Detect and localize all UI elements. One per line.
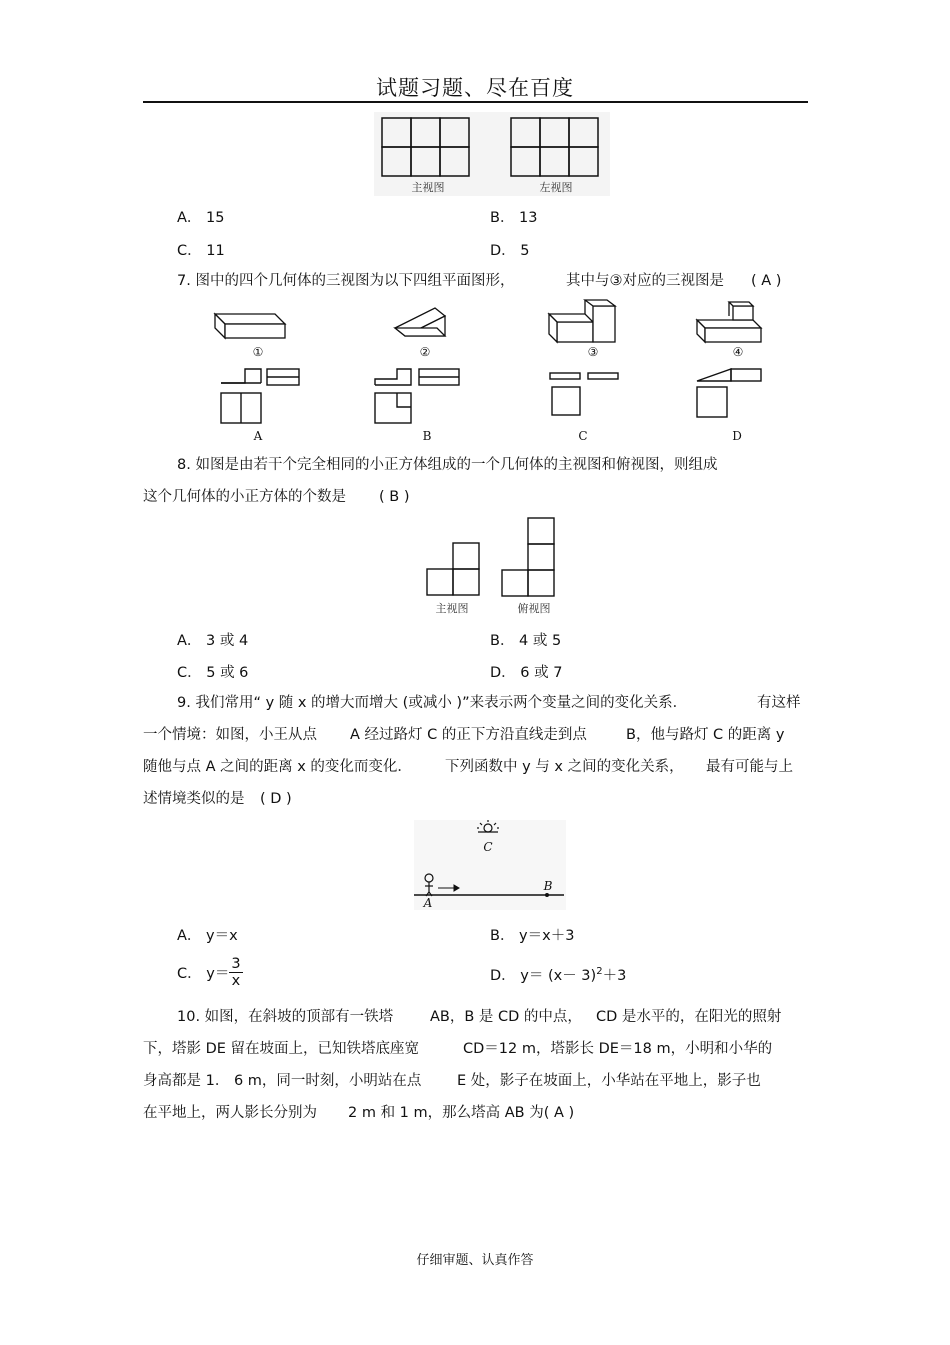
q7-question-text-end: 其中与③对应的三视图是 xyxy=(566,273,724,289)
q7-view-label-b: B xyxy=(422,429,432,443)
q8-answer: ( B ) xyxy=(379,489,410,505)
q8-front-caption: 主视图 xyxy=(435,602,469,615)
header-divider xyxy=(143,101,808,103)
q8-option-c: C． 5 或 6 xyxy=(177,665,249,681)
q9-answer: ( D ) xyxy=(260,791,292,807)
q9-option-c-numerator: 3 xyxy=(231,956,241,972)
q7-solid-4 xyxy=(697,302,761,342)
q9-option-b: B． y＝x＋3 xyxy=(490,928,575,944)
page-title: 试题习题、尽在百度 xyxy=(376,76,574,100)
q8-option-d: D． 6 或 7 xyxy=(490,665,563,681)
q10-line-1b: AB，B 是 CD 的中点， xyxy=(430,1009,582,1025)
q9-label-c: C xyxy=(483,840,493,854)
q10-line-4a: 在平地上，两人影长分别为 xyxy=(143,1105,317,1121)
q9-line-2b: A 经过路灯 C 的正下方沿直线走到点 xyxy=(350,727,587,743)
q6-left-caption: 左视图 xyxy=(539,181,573,194)
q7-view-d xyxy=(697,369,761,417)
q8-question-line-1: 8. 如图是由若干个完全相同的小正方体组成的一个几何体的主视图和俯视图，则组成 xyxy=(177,457,718,473)
q10-line-2a: 下，塔影 DE 留在坡面上，已知铁塔底座宽 xyxy=(143,1041,420,1057)
q10-line-3b: E 处，影子在坡面上，小华站在平地上，影子也 xyxy=(457,1073,761,1089)
q9-line-4: 述情境类似的是 xyxy=(143,791,245,807)
q10-line-1c: CD 是水平的，在阳光的照射 xyxy=(596,1009,782,1025)
q9-label-b: B xyxy=(543,879,553,893)
q8-top-view xyxy=(502,518,554,596)
q9-option-c-denominator: x xyxy=(231,973,241,989)
q7-view-b xyxy=(375,369,459,423)
q9-label-a: A xyxy=(423,896,433,910)
q9-option-a: A． y＝x xyxy=(177,928,238,944)
q9-option-d-prefix: D． y＝ (x－ 3) xyxy=(490,968,597,984)
q10-line-2b: CD＝12 m，塔影长 DE＝18 m，小明和小华的 xyxy=(463,1041,773,1057)
q9-line-3b: 下列函数中 y 与 x 之间的变化关系， xyxy=(445,759,684,775)
q7-view-label-d: D xyxy=(732,429,742,443)
q7-solid-label-1: ① xyxy=(252,345,264,359)
q8-views-figure xyxy=(420,514,560,600)
q9-option-d-exponent: 2 xyxy=(596,966,603,978)
q9-line-3a: 随他与点 A 之间的距离 x 的变化而变化． xyxy=(143,759,412,775)
q7-solid-2 xyxy=(395,308,445,336)
page-footer: 仔细审题、认真作答 xyxy=(416,1253,534,1268)
q9-line-3c: 最有可能与上 xyxy=(706,759,793,775)
q6-option-d: D． 5 xyxy=(490,243,530,259)
q9-option-c-prefix: C． y＝ xyxy=(177,966,230,982)
q7-view-c xyxy=(550,373,618,415)
q8-option-b: B． 4 或 5 xyxy=(490,633,562,649)
q6-option-c: C． 11 xyxy=(177,243,225,259)
q9-line-2a: 一个情境：如图，小王从点 xyxy=(143,727,317,743)
q7-views-figure xyxy=(215,365,775,425)
q7-view-label-c: C xyxy=(578,429,588,443)
q7-solid-label-4: ④ xyxy=(732,345,744,359)
q6-option-b: B． 13 xyxy=(490,210,538,226)
q7-view-label-a: A xyxy=(253,429,263,443)
q7-solids-figure xyxy=(205,300,775,360)
q7-solid-1 xyxy=(215,314,285,338)
q9-option-d-suffix: ＋3 xyxy=(602,968,627,984)
q10-line-3a: 身高都是 1． 6 m，同一时刻，小明站在点 xyxy=(143,1073,422,1089)
q9-line-2c: B，他与路灯 C 的距离 y xyxy=(626,727,785,743)
q10-line-1a: 10. 如图，在斜坡的顶部有一铁塔 xyxy=(177,1009,394,1025)
q8-top-caption: 俯视图 xyxy=(517,602,551,615)
q9-option-c xyxy=(177,956,243,989)
q8-question-line-2: 这个几何体的小正方体的个数是 xyxy=(143,489,346,505)
q7-view-a xyxy=(221,369,299,423)
q9-line-1b: 有这样 xyxy=(757,695,801,711)
q7-solid-label-2: ② xyxy=(419,345,431,359)
q7-question-text: 7. 图中的四个几何体的三视图为以下四组平面图形， xyxy=(177,273,515,289)
q7-solid-label-3: ③ xyxy=(587,345,599,359)
q7-solid-3 xyxy=(549,300,615,342)
q7-answer: ( A ) xyxy=(751,273,782,289)
q8-option-a: A． 3 或 4 xyxy=(177,633,249,649)
q6-front-caption: 主视图 xyxy=(411,181,445,194)
q6-option-a: A． 15 xyxy=(177,210,225,226)
q9-option-c-fraction xyxy=(229,956,242,989)
q9-line-1a: 9. 我们常用“ y 随 x 的增大而增大 (或减小 )”来表示两个变量之间的变化关系． xyxy=(177,695,688,711)
point-b-marker xyxy=(545,893,549,897)
q10-line-4b: 2 m 和 1 m，那么塔高 AB 为( A ) xyxy=(348,1105,575,1121)
q8-front-view xyxy=(427,543,479,595)
q9-option-d xyxy=(490,964,626,985)
